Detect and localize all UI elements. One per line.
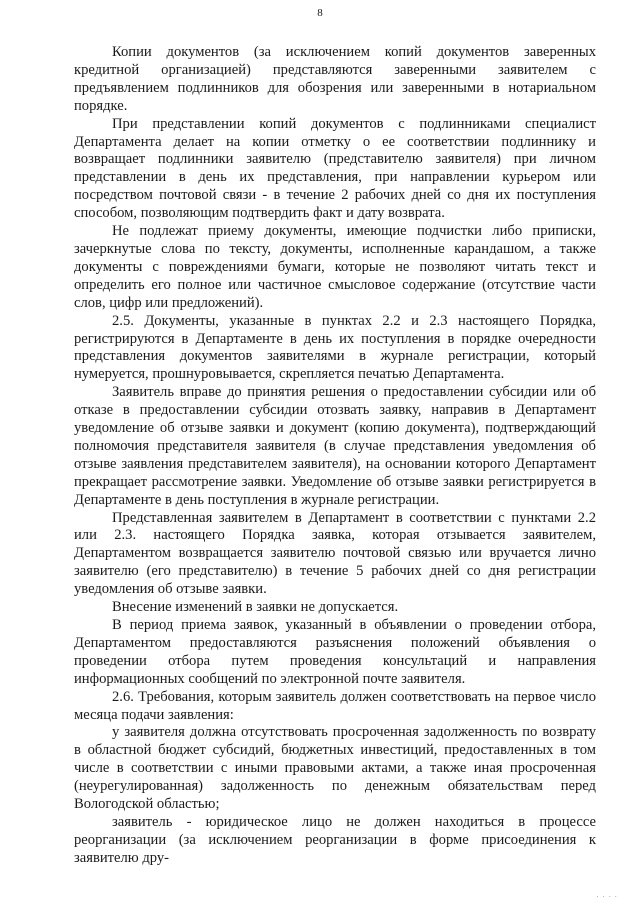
paragraph: Не подлежат приему документы, имеющие подчистки либо приписки, зачеркнутые слова по тексту, документы, исполненные карандашом, а также документы с повреждениями бумаги, которые не позволяют читать текст и определить его полное или частичное смысловое содержание (отсутствие части слов, цифр или предложений). bbox=[74, 223, 596, 311]
page-number: 8 bbox=[317, 7, 323, 19]
paragraph: Представленная заявителем в Департамент в соответствии с пунктами 2.2 или 2.3. настоящего Порядка заявка, которая отзывается заявителем, Департаментом возвращается заявителю почтовой связью или вручается лично заявителю (его представителю) в течение 5 рабочих дней со дня регистрации уведомления об отзыве заявки. bbox=[74, 509, 596, 598]
paragraph: Заявитель вправе до принятия решения о предоставлении субсидии или об отказе в предоставлении субсидии отозвать заявку, направив в Департамент уведомление об отзыве заявки и документ (копию документа), подтверждающий полномочия представителя заявителя (в случае представления уведомления об отзыве заявления представителем заявителя), на основании которого Департамент прекращает рассмотрение заявки. Уведомление об отзыве заявки регистрируется в Департаменте в день поступления в журнале регистрации. bbox=[74, 384, 596, 508]
paragraph: В период приема заявок, указанный в объявлении о проведении отбора, Департаментом предоставляются разъяснения положений объявления о проведении отбора путем проведения консультаций и направления информационных сообщений по электронной почте заявителя. bbox=[74, 617, 596, 687]
document-body bbox=[74, 44, 596, 868]
paragraph: Внесение изменений в заявки не допускается. bbox=[112, 599, 399, 616]
paragraph: 2.6. Требования, которым заявитель должен соответствовать на первое число месяца подачи заявления: bbox=[74, 688, 596, 723]
paragraph: При представлении копий документов с подлинниками специалист Департамента делает на копии отметку о ее соответствии подлиннику и возвращает подлинники заявителю (представителю заявителя) при личном представлении в день их представления, при направлении курьером или посредством почтовой связи - в течение 2 рабочих дней со дня их поступления способом, позволяющим подтвердить факт и дату возврата. bbox=[74, 115, 596, 222]
paragraph: 2.5. Документы, указанные в пунктах 2.2 и 2.3 настоящего Порядка, регистрируются в Департаменте в день их поступления в порядке очередности представления документов заявителями в журнале регистрации, который нумеруется, прошнуровывается, скрепляется печатью Департамента. bbox=[74, 312, 596, 383]
scan-corner-mark: · · · · bbox=[596, 893, 618, 901]
paragraph: у заявителя должна отсутствовать просроченная задолженность по возврату в областной бюджет субсидий, бюджетных инвестиций, предоставленных в том числе в соответствии с иными правовыми актами, а также иная просроченная (неурегулированная) задолженность по денежным обязательствам перед Вологодской областью; bbox=[74, 724, 596, 813]
paragraph: Копии документов (за исключением копий документов заверенных кредитной организацией) представляются заверенными заявителем с предъявлением подлинников для обозрения или заверенными в нотариальном порядке. bbox=[74, 44, 596, 114]
paragraph: заявитель - юридическое лицо не должен находиться в процессе реорганизации (за исключением реорганизации в форме присоединения к заявителю дру- bbox=[74, 813, 596, 866]
